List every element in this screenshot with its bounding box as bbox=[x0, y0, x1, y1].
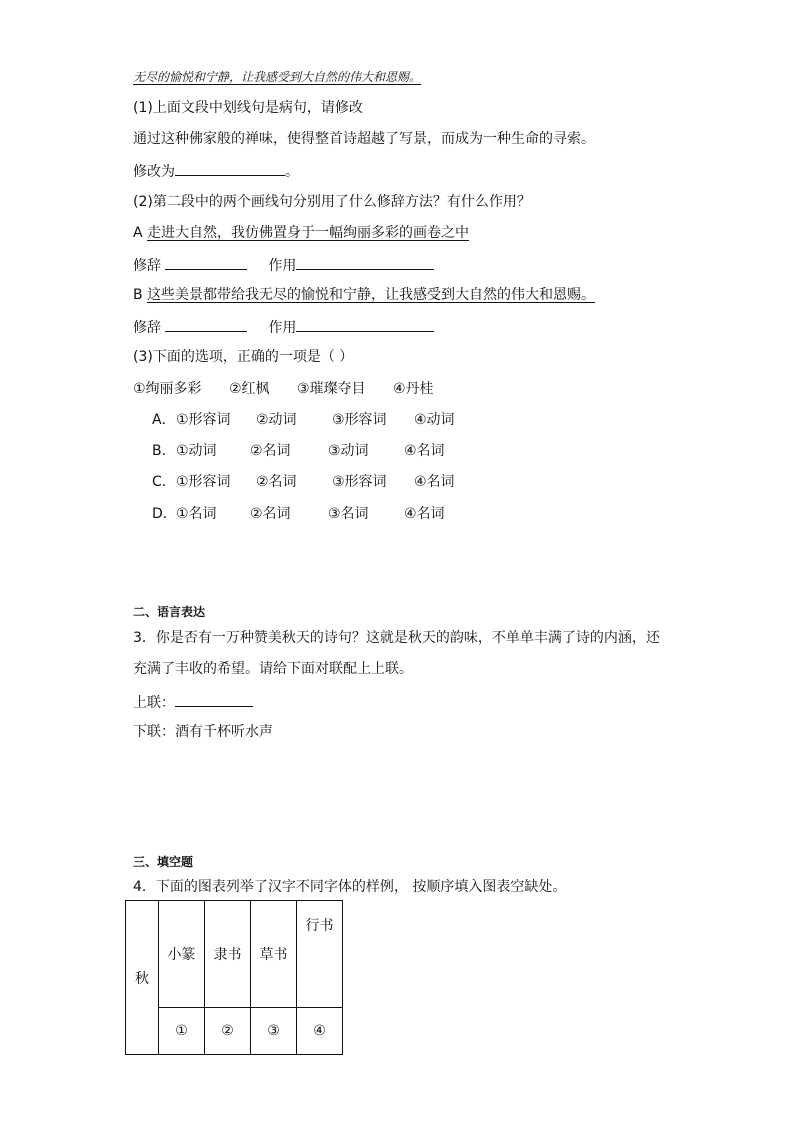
table-header-cell: 草书 bbox=[251, 901, 297, 1008]
q2-prompt: (2)第二段中的两个画线句分别用了什么修辞方法？有什么作用？ bbox=[133, 194, 531, 210]
couplet-lower-label: 下联： bbox=[133, 724, 175, 740]
table-header-cell: 隶书 bbox=[205, 901, 251, 1008]
option-letter: D． bbox=[152, 506, 177, 522]
q4-prompt: 4．下面的图表列举了汉字不同字体的样例， 按顺序填入图表空缺处。 bbox=[133, 879, 567, 895]
couplet-upper-label: 上联： bbox=[133, 695, 175, 711]
q2-a-prefix: A bbox=[133, 225, 148, 241]
q2-b-rhetoric-label: 修辞 bbox=[133, 320, 161, 336]
q2-b-text: 这些美景都带给我无尽的愉悦和宁静，让我感受到大自然的伟大和恩赐。 bbox=[147, 287, 596, 303]
section-heading-fill-in-blank: 三、填空题 bbox=[133, 855, 194, 869]
option-item: ①名词 bbox=[176, 506, 217, 522]
table-header-cell: 行书 bbox=[297, 901, 343, 1008]
q3-option-b[interactable] bbox=[152, 442, 445, 460]
q3-word: ③璀璨夺目 bbox=[297, 381, 366, 397]
option-letter: C． bbox=[152, 474, 176, 490]
script-styles-table bbox=[125, 900, 343, 1055]
option-item: ③形容词 bbox=[332, 474, 387, 490]
q3-couplet-line1: 3．你是否有一万种赞美秋天的诗句？这就是秋天的韵味，不单单丰满了诗的内涵，还 bbox=[133, 630, 660, 646]
q2-sentence-a bbox=[133, 224, 469, 242]
option-item: ④名词 bbox=[404, 506, 445, 522]
q2-b-answer-line bbox=[133, 317, 434, 337]
q1-answer-label: 修改为 bbox=[133, 164, 175, 180]
q3-word: ②红枫 bbox=[229, 381, 270, 397]
q2-sentence-b bbox=[133, 286, 595, 304]
q2-a-text: 走进大自然，我仿佛置身于一幅绚丽多彩的画卷之中 bbox=[147, 225, 470, 241]
option-item: ③名词 bbox=[328, 506, 369, 522]
option-item: ①动词 bbox=[176, 443, 217, 459]
table-header-cell: 小篆 bbox=[159, 901, 205, 1008]
couplet-upper-blank[interactable] bbox=[175, 692, 253, 707]
q1-sentence: 通过这种佛家般的禅味，使得整首诗超越了写景，而成为一种生命的寻索。 bbox=[133, 131, 595, 147]
q3-couplet-line2: 充满了丰收的希望。请给下面对联配上上联。 bbox=[133, 661, 413, 677]
q2-a-rhetoric-label: 修辞 bbox=[133, 258, 161, 274]
table-blank-cell[interactable]: ② bbox=[205, 1008, 251, 1055]
section-heading-language-expression: 二、语言表达 bbox=[133, 605, 206, 619]
q2-a-effect-label: 作用 bbox=[268, 258, 297, 274]
option-item: ④动词 bbox=[414, 412, 455, 428]
q2-b-rhetoric-blank[interactable] bbox=[165, 317, 247, 332]
q2-b-prefix: B bbox=[133, 287, 148, 303]
q2-a-effect-blank[interactable] bbox=[296, 255, 434, 270]
option-letter: B． bbox=[152, 443, 176, 459]
q1-answer-blank[interactable] bbox=[175, 161, 285, 176]
q2-a-answer-line bbox=[133, 255, 434, 275]
option-item: ③动词 bbox=[328, 443, 369, 459]
q3-word-list bbox=[133, 380, 434, 398]
couplet-lower-line bbox=[133, 723, 273, 741]
option-item: ③形容词 bbox=[332, 412, 387, 428]
option-item: ①形容词 bbox=[176, 474, 231, 490]
option-item: ②名词 bbox=[256, 474, 297, 490]
couplet-upper-line bbox=[133, 692, 253, 712]
option-letter: A． bbox=[152, 412, 176, 428]
option-item: ②名词 bbox=[250, 443, 291, 459]
table-blank-cell[interactable]: ① bbox=[159, 1008, 205, 1055]
q1-answer-end: 。 bbox=[285, 164, 299, 180]
q2-b-effect-label: 作用 bbox=[268, 320, 297, 336]
q3-option-a[interactable] bbox=[152, 411, 455, 429]
table-blank-cell[interactable]: ④ bbox=[297, 1008, 343, 1055]
option-item: ④名词 bbox=[404, 443, 445, 459]
q2-a-rhetoric-blank[interactable] bbox=[165, 255, 247, 270]
q3-option-c[interactable] bbox=[152, 473, 455, 491]
option-item: ②名词 bbox=[250, 506, 291, 522]
passage-ending-line: 无尽的愉悦和宁静，让我感受到大自然的伟大和恩赐。 bbox=[133, 70, 422, 84]
table-blank-cell[interactable]: ③ bbox=[251, 1008, 297, 1055]
q3-word: ①绚丽多彩 bbox=[133, 381, 202, 397]
q3-word: ④丹桂 bbox=[393, 381, 434, 397]
table-row-label: 秋 bbox=[126, 901, 159, 1055]
q3-prompt: (3)下面的选项，正确的一项是（ ） bbox=[133, 349, 354, 365]
q3-option-d[interactable] bbox=[152, 505, 445, 523]
option-item: ④名词 bbox=[414, 474, 455, 490]
option-item: ②动词 bbox=[256, 412, 297, 428]
q2-b-effect-blank[interactable] bbox=[296, 317, 434, 332]
option-item: ①形容词 bbox=[176, 412, 231, 428]
couplet-lower-text: 酒有千杯听水声 bbox=[175, 724, 273, 740]
q1-answer-line bbox=[133, 161, 299, 181]
q1-prompt: (1)上面文段中划线句是病句，请修改 bbox=[133, 100, 363, 116]
